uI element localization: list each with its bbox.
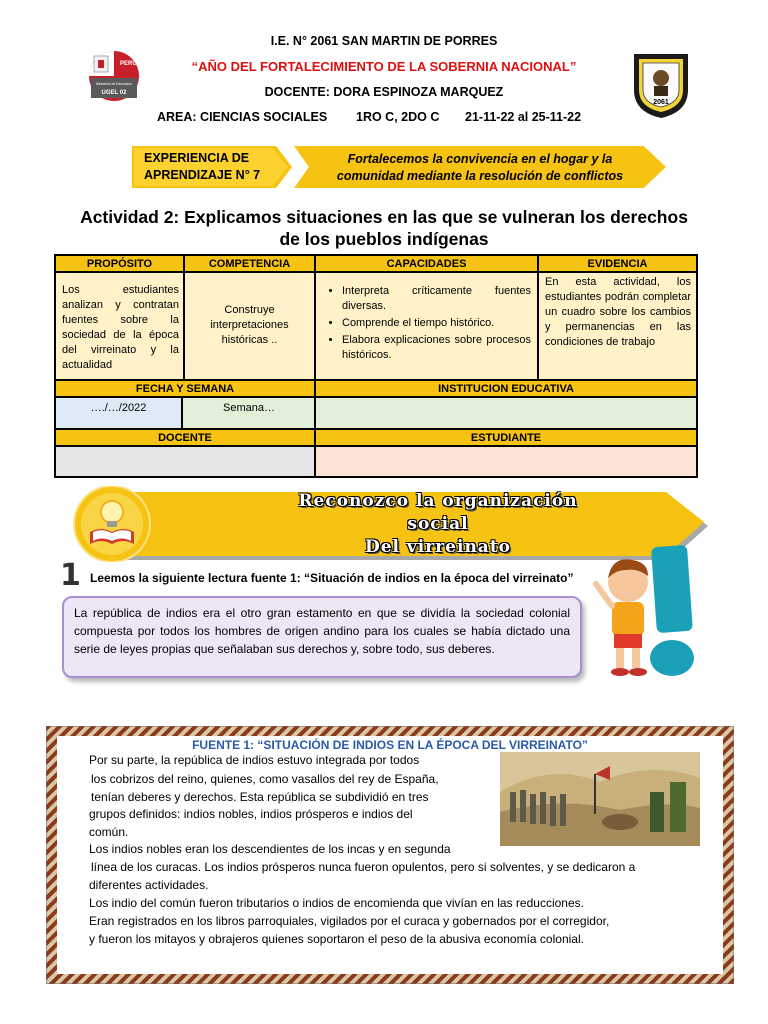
crest-year-text: 2061 bbox=[653, 99, 669, 106]
step-instruction: Leemos la siguiente lectura fuente 1: “Situación de indios en la época del virreinato” bbox=[90, 571, 574, 585]
fuente-title: FUENTE 1: “SITUACIÓN DE INDIOS EN LA ÉPOCA DEL VIRREINATO” bbox=[192, 738, 588, 752]
fuente-line: grupos definidos: indios nobles, indios prósperos e indios del bbox=[89, 807, 413, 821]
capacidad-item: • Elabora explicaciones sobre procesos históricos. bbox=[342, 333, 531, 363]
fuente-line: Por su parte, la república de indios estuvo integrada por todos bbox=[89, 753, 420, 767]
fuente-line: tenían deberes y derechos. Esta república se subdividió en tres bbox=[91, 790, 429, 804]
fecha-field[interactable]: …./…/2022 bbox=[56, 398, 181, 428]
capacidad-item: • Comprende el tiempo histórico. bbox=[342, 316, 531, 331]
area-label: AREA: CIENCIAS SOCIALES bbox=[157, 110, 328, 124]
fuente-line: Los indio del común fueron tributarios o indios de encomienda que vivían en las reducciones. bbox=[89, 896, 584, 910]
logo-ministry-text: Ministerio de Educación bbox=[96, 82, 132, 86]
cell-capacidades bbox=[316, 273, 537, 379]
header-institucion: INSTITUCION EDUCATIVA bbox=[316, 381, 696, 396]
header-capacidades: CAPACIDADES bbox=[316, 256, 537, 271]
dates-label: 21-11-22 al 25-11-22 bbox=[465, 110, 582, 124]
experiencia-theme: Fortalecemos la convivencia en el hogar y la comunidad mediante la resolución de conflictos bbox=[336, 152, 624, 183]
step-number: 1 bbox=[60, 558, 81, 593]
fuente-line: y fueron los mitayos y obrajeros quienes soportaron el peso de la abusiva economía colonial. bbox=[89, 932, 584, 946]
header-docente: DOCENTE bbox=[56, 430, 314, 445]
reading-box: La república de indios era el otro gran estamento en que se dividía la sociedad colonial compuesta por todos los hombres de origen andino para los cuales se había dictado una serie de leyes propias que señalaban sus derechos y, sobre todo, sus deberes. bbox=[62, 596, 582, 678]
teacher-name: DOCENTE: DORA ESPINOZA MARQUEZ bbox=[264, 85, 504, 99]
header-estudiante: ESTUDIANTE bbox=[316, 430, 696, 445]
cell-proposito: Los estudiantes analizan y contratan fuentes sobre la sociedad de la época del virreinato y la actualidad bbox=[56, 273, 183, 379]
institucion-field[interactable] bbox=[316, 398, 696, 428]
banner-title: Reconozco la organización social Del virreinato bbox=[298, 491, 578, 557]
ugel-logo-icon bbox=[86, 50, 142, 102]
semana-field[interactable]: Semana… bbox=[183, 398, 314, 428]
fuente-line: los cobrizos del reino, quienes, como vasallos del rey de España, bbox=[91, 772, 439, 786]
year-motto: “AÑO DEL FORTALECIMIENTO DE LA SOBERNIA NACIONAL” bbox=[191, 59, 577, 74]
fuente-line: línea de los curacas. Los indios prósperos nunca fueron opulentos, pero si solventes, y se dedicaron a bbox=[91, 860, 636, 874]
fuente-line: diferentes actividades. bbox=[89, 878, 209, 892]
header-fecha-semana: FECHA Y SEMANA bbox=[56, 381, 314, 396]
header-proposito: PROPÓSITO bbox=[56, 256, 183, 271]
header-competencia: COMPETENCIA bbox=[185, 256, 314, 271]
fuente-line: Eran registrados en los libros parroquiales, vigilados por el curaca y gobernados por el corregidor, bbox=[89, 914, 610, 928]
activity-table bbox=[54, 254, 698, 478]
cell-competencia: Construye interpretaciones históricas .. bbox=[185, 273, 314, 379]
activity-title: Actividad 2: Explicamos situaciones en las que se vulneran los derechos de los pueblos indígenas bbox=[80, 207, 688, 249]
cell-evidencia: En esta actividad, los estudiantes podrán completar un cuadro sobre los cambios y permanencias en las condiciones de trabajo bbox=[539, 273, 696, 379]
school-crest-icon bbox=[630, 50, 692, 120]
header-evidencia: EVIDENCIA bbox=[539, 256, 696, 271]
docente-field[interactable] bbox=[56, 447, 314, 476]
school-name: I.E. N° 2061 SAN MARTIN DE PORRES bbox=[270, 34, 498, 48]
colonial-painting-image bbox=[500, 752, 700, 846]
logo-ugel-text: UGEL 02 bbox=[101, 90, 127, 96]
grades-label: 1RO C, 2DO C bbox=[356, 110, 440, 124]
fuente-line: común. bbox=[89, 825, 129, 839]
boy-exclamation-icon bbox=[592, 540, 704, 680]
capacidad-item: • Interpreta críticamente fuentes diversas. bbox=[342, 284, 531, 314]
fuente-line: Los indios nobles eran los descendientes de los incas y en segunda bbox=[89, 842, 451, 856]
logo-peru-text: PERÚ bbox=[120, 61, 137, 67]
estudiante-field[interactable] bbox=[316, 447, 696, 476]
experiencia-label: EXPERIENCIA DE APRENDIZAJE N° 7 bbox=[144, 151, 261, 182]
